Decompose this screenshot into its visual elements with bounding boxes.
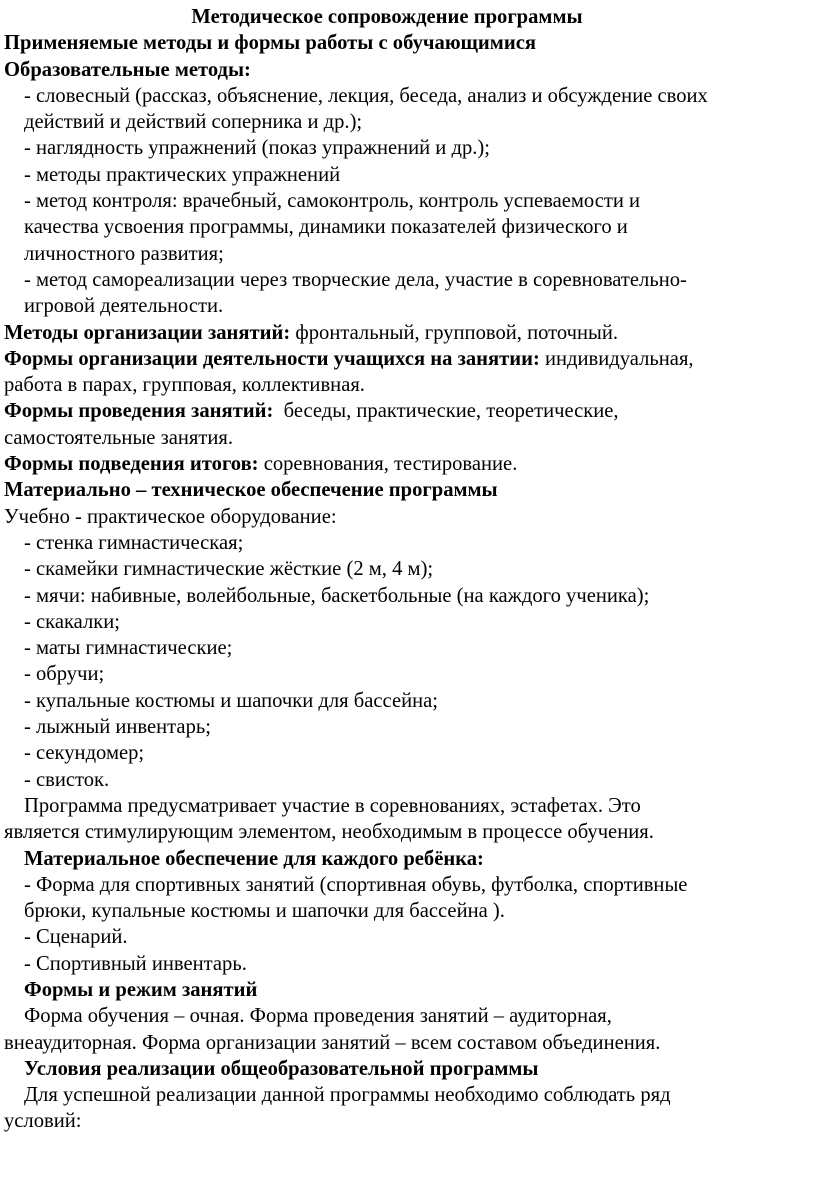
document-title: Методическое сопровождение программы (191, 6, 583, 28)
list-item: - маты гимнастические; (24, 637, 233, 660)
heading-educational-methods: Образовательные методы: (4, 58, 251, 81)
results-forms (4, 451, 810, 477)
list-item-continuation: брюки, купальные костюмы и шапочки для бассейна ). (24, 900, 505, 923)
list-item: - стенка гимнастическая; (24, 531, 244, 554)
educational-methods-list (4, 83, 810, 320)
list-item: - обручи; (24, 663, 105, 686)
heading-material-support: Материально – техническое обеспечение программы (4, 479, 498, 502)
conduct-forms-continuation: самостоятельные занятия. (4, 426, 233, 449)
list-item-continuation: качества усвоения программы, динамики показателей физического и (24, 216, 628, 239)
list-item: - мячи: набивные, волейбольные, баскетбольные (на каждого ученика); (24, 584, 650, 607)
list-item: - лыжный инвентарь; (24, 716, 211, 739)
activity-forms (4, 346, 810, 372)
list-item: - скамейки гимнастические жёсткие (2 м, 4 м); (24, 558, 434, 581)
list-item-continuation: действий и действий соперника и др.); (24, 111, 363, 134)
conduct-forms-label: Формы проведения занятий: (4, 400, 274, 423)
list-item-continuation: игровой деятельности. (24, 295, 224, 318)
list-item: - методы практических упражнений (24, 163, 341, 186)
activity-forms-label: Формы организации деятельности учащихся на занятии: (4, 347, 540, 370)
list-item: - словесный (рассказ, объяснение, лекция, беседа, анализ и обсуждение своих (24, 84, 708, 107)
program-paragraph: Программа предусматривает участие в соревнованиях, эстафетах. Это (24, 794, 641, 817)
heading-forms-mode: Формы и режим занятий (24, 978, 258, 1001)
list-item: - купальные костюмы и шапочки для бассейна; (24, 689, 438, 712)
conduct-forms (4, 398, 810, 424)
mode-paragraph: Форма обучения – очная. Форма проведения занятий – аудиторная, (24, 1005, 612, 1028)
equipment-list (4, 530, 810, 793)
list-item: - метод контроля: врачебный, самоконтроль, контроль успеваемости и (24, 190, 641, 213)
activity-forms-continuation: работа в парах, групповая, коллективная. (4, 374, 365, 397)
conditions-paragraph-continuation: условий: (4, 1110, 82, 1133)
organization-methods-text: фронтальный, групповой, поточный. (290, 321, 618, 344)
list-item: - скакалки; (24, 610, 121, 633)
list-item: - свисток. (24, 768, 110, 791)
list-item: - секундомер; (24, 742, 145, 765)
heading-child-support: Материальное обеспечение для каждого ребёнка: (24, 847, 484, 870)
list-item: - Форма для спортивных занятий (спортивная обувь, футболка, спортивные (24, 873, 688, 896)
program-paragraph-continuation: является стимулирующим элементом, необходимым в процессе обучения. (4, 821, 654, 844)
organization-methods (4, 320, 810, 346)
child-support-list (4, 872, 810, 977)
results-forms-text: соревнования, тестирование. (258, 453, 518, 476)
list-item-continuation: личностного развития; (24, 242, 224, 265)
activity-forms-text: индивидуальная, (539, 347, 694, 370)
mode-paragraph-continuation: внеаудиторная. Форма организации занятий – всем составом объединения. (4, 1031, 661, 1054)
list-item: - Спортивный инвентарь. (24, 952, 247, 975)
equipment-intro: Учебно - практическое оборудование: (4, 505, 337, 528)
list-item: - Сценарий. (24, 926, 128, 949)
list-item: - метод самореализации через творческие дела, участие в соревновательно- (24, 268, 687, 291)
organization-methods-label: Методы организации занятий: (4, 321, 291, 344)
conditions-paragraph: Для успешной реализации данной программы необходимо соблюдать ряд (24, 1084, 671, 1107)
conduct-forms-text: беседы, практические, теоретические, (273, 400, 619, 423)
heading-methods: Применяемые методы и формы работы с обучающимися (4, 32, 536, 55)
heading-conditions: Условия реализации общеобразовательной программы (24, 1057, 539, 1080)
list-item: - наглядность упражнений (показ упражнений и др.); (24, 137, 490, 160)
results-forms-label: Формы подведения итогов: (4, 453, 259, 476)
